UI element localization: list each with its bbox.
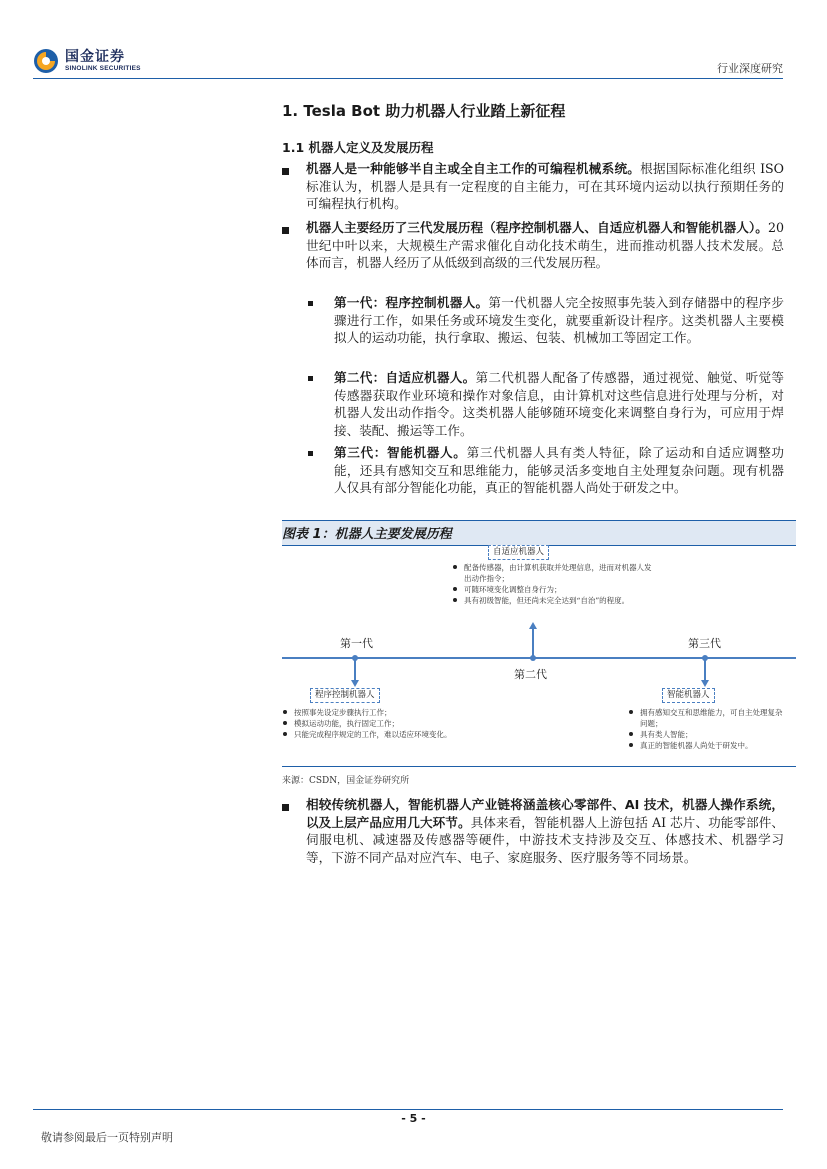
connector-line [354,660,356,680]
list-item: 具有初级智能，但还尚未完全达到“自治”的程度。 [452,595,652,606]
list-item: 可随环境变化调整自身行为； [452,584,652,595]
sub-item-gen2 [334,369,784,439]
timeline-label-gen3: 第三代 [688,637,721,650]
footer-divider [33,1109,783,1110]
paragraph-lead: 相较传统机器人，智能机器人产业链将涵盖核心零部件、AI 技术，机器人操作系统，以及上层产品应用几大环节。 [306,797,784,830]
list-item: 只能完成程序规定的工作，难以适应环境变化。 [282,729,472,740]
paragraph-body: 20 世纪中叶以来，大规模生产需求催化自动化技术萌生，进而推动机器人技术发展。总体而言，机器人经历了从低级到高级的三代发展历程。 [306,220,784,270]
list-item: 真正的智能机器人尚处于研发中。 [628,740,788,751]
box-intelligent-robot: 智能机器人 [662,688,715,703]
paragraph-lead: 机器人是一种能够半自主或全自主工作的可编程机械系统。 [306,161,641,176]
figure-title: 图表 1：机器人主要发展历程 [282,527,452,542]
box-program-control-robot: 程序控制机器人 [310,688,380,703]
footer-disclaimer: 敬请参阅最后一页特别声明 [41,1131,173,1144]
arrow-down-icon [351,680,359,687]
sub-item-body: 第二代机器人配备了传感器，通过视觉、触觉、听觉等传感器获取作业环境和操作对象信息，由计算机对这些信息进行处理与分析，对机器人发出动作指令。这类机器人能够随环境变化来调整自身行为，可应用于焊接、装配、搬运等工作。 [334,370,785,438]
bullet-marker [282,168,289,175]
timeline-label-gen2: 第二代 [514,668,547,681]
bullet-marker [282,227,289,234]
subsection-heading: 1.1 机器人定义及发展历程 [282,140,434,155]
brand-logo [33,48,141,74]
sub-item-gen1 [334,294,784,347]
section-heading: 1. Tesla Bot 助力机器人行业踏上新征程 [282,102,566,120]
sub-bullet-marker [308,376,313,381]
sub-item-lead: 第一代：程序控制机器人。 [334,295,489,310]
timeline-label-gen1: 第一代 [340,637,373,650]
sub-item-lead: 第三代：智能机器人。 [334,445,467,460]
bullet-marker [282,804,289,811]
report-type: 行业深度研究 [717,62,783,75]
brand-name-en: SINOLINK SECURITIES [65,64,141,72]
page-number: - 5 - [401,1112,426,1125]
arrow-up-icon [529,622,537,629]
sub-item-lead: 第二代：自适应机器人。 [334,370,476,385]
list-gen2 [452,562,652,606]
paragraph-industry-chain [306,796,784,866]
sub-item-body: 第一代机器人完全按照事先装入到存储器中的程序步骤进行工作，如果任务或环境发生变化，就要重新设计程序。这类机器人主要模拟人的运动功能，执行拿取、搬运、包装、机械加工等固定工作。 [334,295,785,345]
connector-line [532,628,534,657]
list-gen3 [628,707,788,751]
list-item: 拥有感知交互和思维能力，可自主处理复杂问题； [628,707,788,729]
paragraph-lead: 机器人主要经历了三代发展历程（程序控制机器人、自适应机器人和智能机器人）。 [306,220,768,235]
list-item: 具有类人智能； [628,729,788,740]
timeline-axis [282,657,796,659]
sub-item-gen3 [334,444,784,497]
arrow-down-icon [701,680,709,687]
list-item: 按照事先设定步骤执行工作； [282,707,472,718]
sinolink-logo-icon [33,48,59,74]
header-divider [33,78,783,79]
connector-line [704,660,706,680]
paragraph-history [306,219,784,272]
box-adaptive-robot: 自适应机器人 [488,545,549,560]
figure-source: 来源：CSDN，国金证券研究所 [282,776,410,786]
list-gen1 [282,707,472,740]
paragraph-definition [306,160,784,213]
sub-item-body: 第三代机器人具有类人特征，除了运动和自适应调整功能，还具有感知交互和思维能力，能够灵活多变地自主处理复杂问题。现有机器人仅具有部分智能化功能，真正的智能机器人尚处于研发之中。 [334,445,785,495]
paragraph-body: 具体来看，智能机器人上游包括 AI 芯片、功能零部件、伺服电机、减速器及传感器等硬件，中游技术支持涉及交互、体感技术、机器学习等，下游不同产品对应汽车、电子、家庭服务、医疗服务等不同场景。 [306,814,785,865]
list-item: 模拟运动功能，执行固定工作； [282,718,472,729]
figure-bottom-rule [282,766,796,767]
brand-name-cn: 国金证券 [65,48,125,65]
list-item: 配备传感器，由计算机获取并处理信息，进而对机器人发出动作指令； [452,562,652,584]
sub-bullet-marker [308,301,313,306]
sub-bullet-marker [308,451,313,456]
paragraph-body: 根据国际标准化组织 ISO 标准认为，机器人是具有一定程度的自主能力，可在其环境内运动以执行预期任务的可编程执行机构。 [306,161,784,211]
